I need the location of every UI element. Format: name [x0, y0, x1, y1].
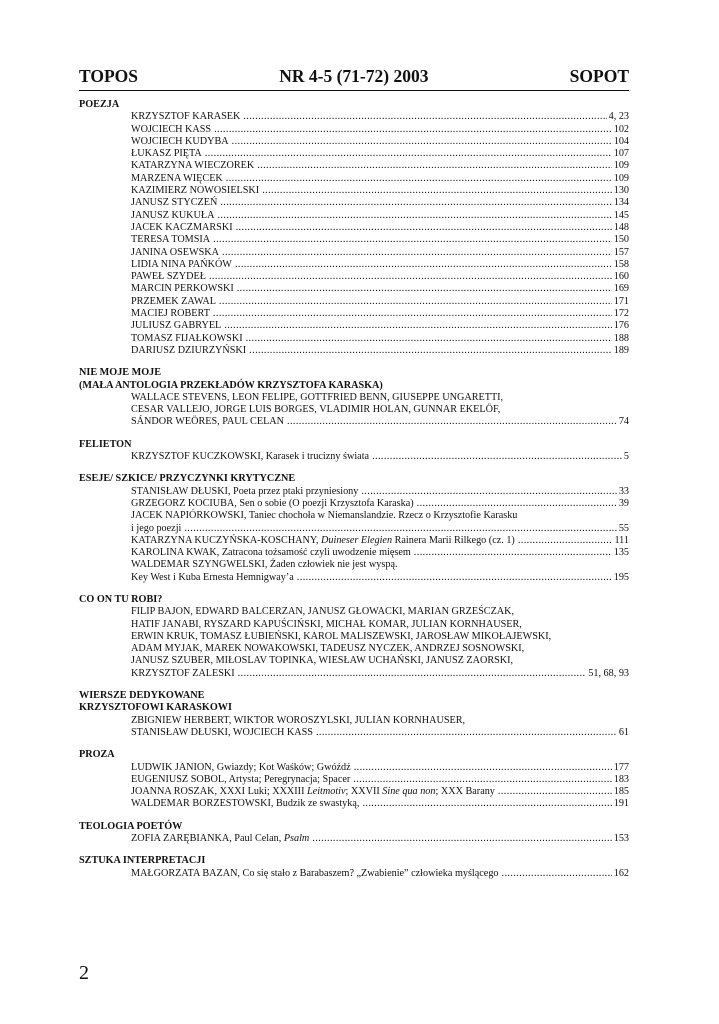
- page-ref: 39: [618, 497, 629, 509]
- toc-entry: [131, 111, 629, 123]
- toc-entry: [131, 345, 629, 357]
- toc-entry: [131, 296, 629, 308]
- entry-text: [131, 535, 515, 547]
- authors-line: HATIF JANABI, RYSZARD KAPUŚCIŃSKI, MICHAŁ KOMAR, JULIAN KORNHAUSER,: [131, 618, 522, 630]
- entry-text: WOJCIECH KUDYBA: [131, 135, 229, 147]
- toc-entry: [131, 451, 629, 463]
- section-title: TEOLOGIA POETÓW: [79, 820, 183, 832]
- page-ref: 130: [613, 185, 629, 197]
- poezja-list: [79, 111, 629, 357]
- toc-entry: [131, 271, 629, 283]
- page-ref: 61: [618, 726, 629, 738]
- authors-list: [79, 606, 629, 680]
- section-nie-moje-moje: [79, 367, 629, 428]
- page-ref: 134: [613, 197, 629, 209]
- entry-text: TOMASZ FIJAŁKOWSKI: [131, 332, 243, 344]
- issue-number: NR 4-5 (71-72) 2003: [279, 66, 429, 86]
- page-ref: 195: [613, 571, 629, 583]
- entry-text: KAROLINA KWAK, Zatracona tożsamość czyli uwodzenie mięsem: [131, 547, 411, 559]
- toc-entry: [131, 786, 629, 798]
- entry-text: STANISŁAW DŁUSKI, Poeta przez ptaki przyniesiony: [131, 485, 359, 497]
- page-number: 2: [79, 962, 89, 984]
- dot-leader: [205, 148, 612, 160]
- dot-leader: [224, 320, 611, 332]
- page-ref: 169: [613, 283, 629, 295]
- table-of-contents: [79, 66, 629, 890]
- section-subtitle: (MAŁA ANTOLOGIA PRZEKŁADÓW KRZYSZTOFA KARASKA): [79, 379, 383, 391]
- entry-text: MARZENA WIĘCEK: [131, 172, 223, 184]
- entry-text: KRZYSZTOF KUCZKOWSKI, Karasek i trucizny świata: [131, 451, 370, 463]
- section-teologia-poetow: [79, 821, 629, 846]
- dot-leader: [243, 111, 606, 123]
- toc-entry: [131, 486, 629, 498]
- page-ref: 177: [613, 761, 629, 773]
- page-ref: 153: [613, 833, 629, 845]
- toc-entry: [131, 535, 629, 547]
- dot-leader: [222, 247, 612, 259]
- page-ref: 33: [618, 485, 629, 497]
- dot-leader: [236, 222, 612, 234]
- section-title: POEZJA: [79, 99, 120, 110]
- page-ref: 171: [613, 295, 629, 307]
- toc-entry: [131, 234, 629, 246]
- toc-entry: [131, 185, 629, 197]
- dot-leader: [502, 868, 612, 880]
- entry-text: MAŁGORZATA BAZAN, Co się stało z Barabaszem? „Zwabienie” człowieka myślącego: [131, 867, 499, 879]
- toc-entry: [131, 222, 629, 234]
- italic-title: Leitmotiv: [307, 786, 346, 798]
- toc-entry: [131, 247, 629, 259]
- dot-leader: [362, 798, 611, 810]
- dot-leader: [262, 185, 612, 197]
- toc-entry: [131, 762, 629, 774]
- italic-title: Duineser Elegien: [321, 534, 393, 546]
- page-ref: 189: [613, 344, 629, 356]
- dot-leader: [249, 345, 612, 357]
- dot-leader: [354, 762, 612, 774]
- page-ref: 160: [613, 271, 629, 283]
- entry-text: Key West i Kuba Ernesta Hemnigway’a: [131, 571, 294, 583]
- entry-text: KATARZYNA WIECZOREK: [131, 160, 255, 172]
- page-ref: 183: [613, 773, 629, 785]
- section-title: CO ON TU ROBI?: [79, 593, 163, 605]
- section-co-on-tu-robi: [79, 594, 629, 680]
- dot-leader: [184, 523, 616, 535]
- toc-entry: [131, 160, 629, 172]
- entry-text: KRZYSZTOF ZALESKI: [131, 667, 235, 679]
- dot-leader: [417, 498, 617, 510]
- dot-leader: [414, 547, 612, 559]
- entry-text: LIDIA NINA PAŃKÓW: [131, 258, 232, 270]
- page-ref: 135: [613, 547, 629, 559]
- dot-leader: [297, 572, 612, 584]
- entry-text: [131, 833, 309, 845]
- authors-line: FILIP BAJON, EDWARD BALCERZAN, JANUSZ GŁOWACKI, MARIAN GRZEŚCZAK,: [131, 606, 515, 618]
- dot-leader: [232, 136, 612, 148]
- authors-line: ZBIGNIEW HERBERT, WIKTOR WOROSZYLSKI, JULIAN KORNHAUSER,: [131, 714, 466, 726]
- toc-entry: [131, 798, 629, 810]
- page-ref: 162: [613, 867, 629, 879]
- entry-text: WALDEMAR SZYNGWELSKI, Żaden człowiek nie jest wyspą.: [131, 559, 398, 571]
- section-wiersze-dedykowane: [79, 690, 629, 739]
- page-ref: 55: [618, 522, 629, 534]
- dot-leader: [287, 416, 617, 428]
- section-title: ESEJE/ SZKICE/ PRZYCZYNKI KRYTYCZNE: [79, 473, 296, 485]
- authors-line: ADAM MYJAK, MAREK NOWAKOWSKI, TADEUSZ NYCZEK, ANDRZEJ SOSNOWSKI,: [131, 643, 525, 655]
- entry-text: EUGENIUSZ SOBOL, Artysta; Peregrynacja; Spacer: [131, 773, 351, 785]
- page-ref: 172: [613, 308, 629, 320]
- entry-text: JULIUSZ GABRYEL: [131, 320, 222, 332]
- page-ref: 185: [613, 786, 629, 798]
- entry-text: WOJCIECH KASS: [131, 123, 212, 135]
- section-subtitle: KRZYSZTOFOWI KARASKOWI: [79, 702, 232, 714]
- dot-leader: [237, 283, 612, 295]
- dot-leader: [246, 333, 612, 345]
- page-ref: 109: [613, 160, 629, 172]
- dot-leader: [316, 727, 617, 739]
- dot-leader: [220, 197, 611, 209]
- page-ref: 150: [613, 234, 629, 246]
- entry-text: MARCIN PERKOWSKI: [131, 283, 234, 295]
- page-ref: 111: [614, 534, 629, 546]
- toc-entry: [131, 259, 629, 271]
- entry-text: KRZYSZTOF KARASEK: [131, 111, 241, 123]
- authors-line: ERWIN KRUK, TOMASZ ŁUBIEŃSKI, KAROL MALISZEWSKI, JAROSŁAW MIKOŁAJEWSKI,: [131, 630, 552, 642]
- toc-entry: [131, 523, 629, 535]
- dot-leader: [214, 124, 612, 136]
- toc-entry: [131, 774, 629, 786]
- dot-leader: [235, 259, 612, 271]
- toc-entry: [131, 572, 629, 584]
- section-felieton: [79, 439, 629, 464]
- toc-entry: [131, 727, 629, 739]
- toc-entry: [131, 124, 629, 136]
- toc-entry: [131, 498, 629, 510]
- dot-leader: [312, 833, 611, 845]
- section-title: FELIETON: [79, 438, 132, 450]
- dot-leader: [498, 786, 612, 798]
- dot-leader: [217, 210, 611, 222]
- dot-leader: [238, 668, 587, 680]
- dot-leader: [209, 271, 612, 283]
- city-name: SOPOT: [569, 66, 629, 86]
- text-part: ZOFIA ZARĘBIANKA, Paul Celan,: [131, 833, 284, 845]
- dot-leader: [257, 160, 612, 172]
- toc-entry: [131, 148, 629, 160]
- dot-leader: [372, 451, 622, 463]
- entry-text: JACEK NAPIÓRKOWSKI, Taniec chochoła w Niemanslandzie. Rzecz o Krzysztofie Karasku: [131, 510, 518, 522]
- section-title: PROZA: [79, 749, 115, 761]
- dot-leader: [226, 173, 612, 185]
- entry-text: ŁUKASZ PIĘTA: [131, 148, 202, 160]
- authors-line: STANISŁAW DŁUSKI, WOJCIECH KASS: [131, 726, 313, 738]
- entry-text: KAZIMIERZ NOWOSIELSKI: [131, 185, 260, 197]
- section-title: NIE MOJE MOJE: [79, 367, 162, 379]
- page-ref: 104: [613, 135, 629, 147]
- page-ref: 5: [623, 451, 629, 463]
- page-ref: 4, 23: [608, 111, 629, 123]
- section-poezja: [79, 99, 629, 357]
- dot-leader: [353, 774, 611, 786]
- title-rest: Rainera Marii Rilkego (cz. 1): [392, 534, 515, 546]
- authors-line: CESAR VALLEJO, JORGE LUIS BORGES, VLADIMIR HOLAN, GUNNAR EKELÖF,: [131, 404, 501, 416]
- dot-leader: [361, 486, 616, 498]
- toc-entry: [131, 308, 629, 320]
- toc-entry: [131, 283, 629, 295]
- dot-leader: [213, 234, 612, 246]
- authors-line: JANUSZ SZUBER, MIŁOSLAV TOPINKA, WIESŁAW UCHAŃSKI, JANUSZ ZAORSKI,: [131, 655, 514, 667]
- entry-text: MACIEJ ROBERT: [131, 308, 210, 320]
- entry-text: JANINA OSEWSKA: [131, 246, 220, 258]
- italic-title: Sine qua non: [382, 786, 436, 798]
- page-header: [79, 66, 629, 86]
- authors-line: SÁNDOR WEÖRES, PAUL CELAN: [131, 416, 285, 428]
- text-part: ; XXVII: [345, 786, 383, 798]
- entry-text: TERESA TOMSIA: [131, 234, 211, 246]
- toc-entry: [131, 333, 629, 345]
- page-ref: 158: [613, 258, 629, 270]
- toc-entry: [131, 668, 629, 680]
- page-ref: 188: [613, 332, 629, 344]
- dot-leader: [518, 535, 613, 547]
- page-ref: 109: [613, 172, 629, 184]
- entry-text: PAWEŁ SZYDEŁ: [131, 271, 206, 283]
- page-ref: 145: [613, 209, 629, 221]
- toc-entry: [131, 210, 629, 222]
- page-ref: 191: [613, 798, 629, 810]
- dot-leader: [219, 296, 612, 308]
- page-ref: 51, 68, 93: [588, 667, 629, 679]
- section-sztuka-interpretacji: [79, 855, 629, 880]
- toc-entry: [131, 197, 629, 209]
- toc-entry: [131, 547, 629, 559]
- toc-entry: [131, 833, 629, 845]
- header-rule: [79, 90, 629, 91]
- page-ref: 176: [613, 320, 629, 332]
- page-ref: 107: [613, 148, 629, 160]
- italic-title: Psalm: [283, 833, 310, 845]
- entry-text: JACEK KACZMARSKI: [131, 221, 233, 233]
- dot-leader: [213, 308, 612, 320]
- entry-text: PRZEMEK ZAWAL: [131, 295, 216, 307]
- entry-text: GRZEGORZ KOCIUBA, Sen o sobie (O poezji Krzysztofa Karaska): [131, 497, 414, 509]
- authors-line: WALLACE STEVENS, LEON FELIPE, GOTTFRIED BENN, GIUSEPPE UNGARETTI,: [131, 391, 504, 403]
- journal-title: TOPOS: [79, 66, 139, 86]
- section-eseje: [79, 473, 629, 584]
- entry-text: WALDEMAR BORZESTOWSKI, Budzik ze swastyką,: [131, 798, 360, 810]
- page-ref: 74: [618, 416, 629, 428]
- toc-entry: [131, 320, 629, 332]
- entry-text: LUDWIK JANION, Gwiazdy; Kot Waśków; Gwóźdź: [131, 761, 351, 773]
- section-title: SZTUKA INTERPRETACJI: [79, 855, 206, 867]
- section-title: WIERSZE DEDYKOWANE: [79, 690, 205, 702]
- entry-text: [131, 786, 495, 798]
- page-ref: 148: [613, 221, 629, 233]
- toc-entry: [131, 173, 629, 185]
- text-part: JOANNA ROSZAK, XXXI Luki; XXXIII: [131, 786, 308, 798]
- entry-text: DARIUSZ DZIURZYŃSKI: [131, 344, 247, 356]
- entry-text: JANUSZ KUKUŁA: [131, 209, 215, 221]
- page-ref: 157: [613, 246, 629, 258]
- section-proza: [79, 749, 629, 810]
- entry-text: JANUSZ STYCZEŃ: [131, 197, 218, 209]
- toc-entry: [131, 868, 629, 880]
- author-name: KATARZYNA KUCZYŃSKA-KOSCHANY,: [131, 534, 322, 546]
- entry-text: i jego poezji: [131, 522, 182, 534]
- text-part: ; XXX Barany: [435, 786, 495, 798]
- toc-entry: [131, 416, 629, 428]
- page-ref: 102: [613, 123, 629, 135]
- toc-entry: [131, 136, 629, 148]
